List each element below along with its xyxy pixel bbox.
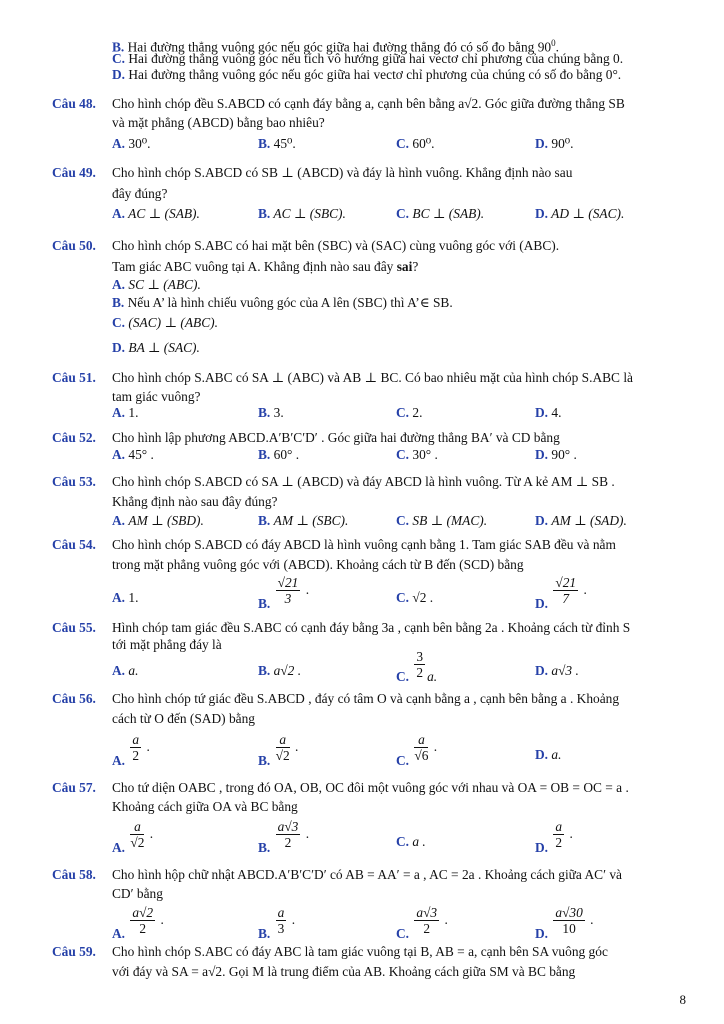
q52-option-a[interactable]: A. 45° .: [112, 447, 154, 462]
q50-option-a[interactable]: A. SC ⊥ (ABC).: [112, 277, 201, 292]
q48-option-b[interactable]: B. 45⁰.: [258, 136, 296, 151]
q55-option-d[interactable]: D. a√3 .: [535, 663, 579, 678]
q55-stem-2: tới mặt phẳng đáy là: [112, 637, 222, 652]
q54-option-b[interactable]: B. $\frac{√21}{3}$ .: [258, 575, 310, 612]
q57-option-d[interactable]: D. $\frac{a}{2}$ .: [535, 819, 573, 856]
q49-option-b[interactable]: B. AC ⊥ (SBC).: [258, 206, 346, 221]
q48-label: Câu 48.: [52, 96, 96, 111]
q55-option-a[interactable]: A. a.: [112, 663, 139, 678]
q50-stem-1: Cho hình chóp S.ABC có hai mặt bên (SBC) và (SAC) cùng vuông góc với (ABC).: [112, 238, 560, 253]
q55-option-b[interactable]: B. a√2 .: [258, 663, 302, 678]
q48-stem-2: và mặt phẳng (ABCD) bằng bao nhiêu?: [112, 115, 325, 130]
q56-option-d[interactable]: D. a.: [535, 747, 562, 762]
q51-option-a[interactable]: A. 1.: [112, 405, 139, 420]
q54-stem-2: trong mặt phẳng vuông góc với (ABCD). Khoảng cách từ B đến (SCD) bằng: [112, 557, 524, 572]
q56-option-a[interactable]: A. $\frac{a}{2}$ .: [112, 732, 150, 769]
q57-stem-2: Khoảng cách giữa OA và BC bằng: [112, 799, 298, 814]
q53-option-b[interactable]: B. AM ⊥ (SBC).: [258, 513, 349, 528]
q50-option-b[interactable]: B. Nếu A’ là hình chiếu vuông góc của A lên (SBC) thì A’∈ SB.: [112, 295, 453, 310]
q50-label: Câu 50.: [52, 238, 96, 253]
q58-option-c[interactable]: C. $\frac{a√3}{2}$ .: [396, 905, 448, 942]
q56-option-c[interactable]: C. $\frac{a}{√6}$ .: [396, 732, 438, 769]
q50-stem-2: Tam giác ABC vuông tại A. Khẳng định nào sau đây sai?: [112, 259, 419, 274]
q52-option-c[interactable]: C. 30° .: [396, 447, 438, 462]
q58-stem-2: CD′ bằng: [112, 886, 163, 901]
q49-stem-1: Cho hình chóp S.ABCD có SB ⊥ (ABCD) và đáy là hình vuông. Khẳng định nào sau: [112, 165, 573, 180]
q53-stem-2: Khẳng định nào sau đây đúng?: [112, 494, 278, 509]
q51-option-c[interactable]: C. 2.: [396, 405, 423, 420]
prev-option-c: C. Hai đường thẳng vuông góc nếu tích vô hướng giữa hai vectơ chỉ phương của chúng bằng 0.: [112, 51, 624, 66]
q51-option-b[interactable]: B. 3.: [258, 405, 284, 420]
q52-stem-1: Cho hình lập phương ABCD.A′B′C′D′ . Góc giữa hai đường thẳng BA′ và CD bằng: [112, 430, 560, 445]
q48-option-a[interactable]: A. 30⁰.: [112, 136, 151, 151]
q59-stem-1: Cho hình chóp S.ABC có đáy ABC là tam giác vuông tại B, AB = a, cạnh bên SA vuông góc: [112, 944, 608, 959]
q56-stem-1: Cho hình chóp tứ giác đều S.ABCD , đáy có tâm O và cạnh bằng a , cạnh bên bằng a . Khoảng: [112, 691, 620, 706]
q58-option-b[interactable]: B. $\frac{a}{3}$ .: [258, 905, 296, 942]
q52-label: Câu 52.: [52, 430, 96, 445]
q54-label: Câu 54.: [52, 537, 96, 552]
q59-stem-2: với đáy và SA = a√2. Gọi M là trung điểm của AB. Khoảng cách giữa SM và BC bằng: [112, 964, 576, 979]
q59-label: Câu 59.: [52, 944, 96, 959]
q54-option-c[interactable]: C. √2 .: [396, 590, 434, 605]
q56-label: Câu 56.: [52, 691, 96, 706]
q48-option-c[interactable]: C. 60⁰.: [396, 136, 435, 151]
q49-stem-2: đây đúng?: [112, 186, 168, 201]
q58-option-a[interactable]: A. $\frac{a√2}{2}$ .: [112, 905, 164, 942]
q56-stem-2: cách từ O đến (SAD) bằng: [112, 711, 255, 726]
q50-option-d[interactable]: D. BA ⊥ (SAC).: [112, 340, 200, 355]
q48-option-d[interactable]: D. 90⁰.: [535, 136, 574, 151]
q56-option-b[interactable]: B. $\frac{a}{√2}$ .: [258, 732, 299, 769]
q49-label: Câu 49.: [52, 165, 96, 180]
q58-stem-1: Cho hình hộp chữ nhật ABCD.A′B′C′D′ có AB = AA′ = a , AC = 2a . Khoảng cách giữa AC′ và: [112, 867, 622, 882]
q53-label: Câu 53.: [52, 474, 96, 489]
q53-option-a[interactable]: A. AM ⊥ (SBD).: [112, 513, 204, 528]
q51-stem-2: tam giác vuông?: [112, 389, 201, 404]
prev-option-d: D. Hai đường thẳng vuông góc nếu góc giữa hai vectơ chỉ phương của chúng có số đo bằng 0°.: [112, 67, 622, 82]
q54-stem-1: Cho hình chóp S.ABCD có đáy ABCD là hình vuông cạnh bằng 1. Tam giác SAB đều và nằm: [112, 537, 616, 552]
q49-option-d[interactable]: D. AD ⊥ (SAC).: [535, 206, 625, 221]
q55-label: Câu 55.: [52, 620, 96, 635]
q48-stem-1: Cho hình chóp đều S.ABCD có cạnh đáy bằng a, cạnh bên bằng a√2. Góc giữa đường thẳng SB: [112, 96, 625, 111]
q49-option-a[interactable]: A. AC ⊥ (SAB).: [112, 206, 200, 221]
prev-option-b: B. Hai đường thẳng vuông góc nếu góc giữa hai đường thẳng đó có số đo bằng $90^0$.: [112, 38, 559, 55]
q54-option-a[interactable]: A. 1.: [112, 590, 139, 605]
q51-option-d[interactable]: D. 4.: [535, 405, 562, 420]
q58-option-d[interactable]: D. $\frac{a√30}{10}$ .: [535, 905, 594, 942]
q55-stem-1: Hình chóp tam giác đều S.ABC có cạnh đáy bằng 3a , cạnh bên bằng 2a . Khoảng cách từ đỉnh S: [112, 620, 631, 635]
q50-option-c[interactable]: C. (SAC) ⊥ (ABC).: [112, 315, 218, 330]
q53-stem-1: Cho hình chóp S.ABCD có SA ⊥ (ABCD) và đáy ABCD là hình vuông. Từ A kẻ AM ⊥ SB .: [112, 474, 615, 489]
q57-option-b[interactable]: B. $\frac{a√3}{2}$ .: [258, 819, 310, 856]
q52-option-d[interactable]: D. 90° .: [535, 447, 577, 462]
q53-option-c[interactable]: C. SB ⊥ (MAC).: [396, 513, 488, 528]
q57-option-c[interactable]: C. a .: [396, 834, 426, 849]
q58-label: Câu 58.: [52, 867, 96, 882]
page-number: 8: [679, 992, 686, 1007]
q57-label: Câu 57.: [52, 780, 96, 795]
q51-label: Câu 51.: [52, 370, 96, 385]
q51-stem-1: Cho hình chóp S.ABC có SA ⊥ (ABC) và AB ⊥ BC. Có bao nhiêu mặt của hình chóp S.ABC là: [112, 370, 634, 385]
q55-option-c[interactable]: C. $\frac{3}{2}$ a.: [396, 649, 438, 685]
q54-option-d[interactable]: D. $\frac{√21}{7}$ .: [535, 575, 587, 612]
q57-option-a[interactable]: A. $\frac{a}{√2}$ .: [112, 819, 154, 856]
q52-option-b[interactable]: B. 60° .: [258, 447, 300, 462]
q53-option-d[interactable]: D. AM ⊥ (SAD).: [535, 513, 627, 528]
q57-stem-1: Cho tứ diện OABC , trong đó OA, OB, OC đôi một vuông góc với nhau và OA = OB = OC = a .: [112, 780, 629, 795]
q49-option-c[interactable]: C. BC ⊥ (SAB).: [396, 206, 485, 221]
